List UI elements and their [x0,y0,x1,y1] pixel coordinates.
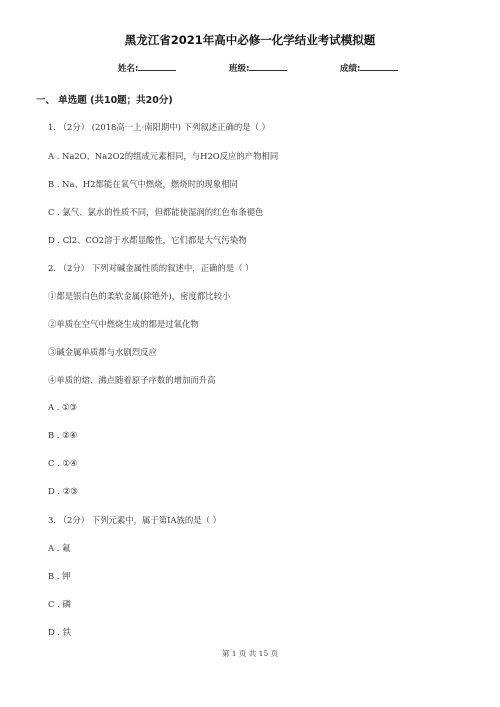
class-label: 班级: [229,64,250,74]
class-field [229,62,287,74]
q2-statement-3: ③碱金属单质都与水剧烈反应 [48,347,157,357]
q3-option-b: B . 钾 [48,571,71,581]
score-blank [360,62,398,71]
page-footer: 第 1 页 共 15 页 [221,649,279,658]
q2-statement-4: ④单质的熔、沸点随着原子序数的增加而升高 [48,375,216,385]
q2-option-a: A . ①③ [48,402,78,412]
question-2: 2. （2分） 下列对碱金属性质的叙述中，正确的是（ ） [48,263,254,273]
q2-statement-1: ①都是银白色的柔软金属(除铯外)，密度都比较小 [48,291,231,301]
q1-option-a: A . Na2O、Na2O2的组成元素相同，与H2O反应的产物相同 [48,151,279,161]
name-blank [138,62,176,71]
name-field [118,62,176,74]
score-label: 成绩: [340,64,361,74]
q2-option-b: B . ②④ [48,430,78,440]
name-label: 姓名: [118,64,139,74]
q3-option-a: A . 氟 [48,543,71,553]
question-1: 1. （2分） (2018高一上·南阳期中) 下列叙述正确的是（ ） [48,122,270,132]
section-heading: 一、 单选题 (共10题；共20分) [36,95,173,106]
q1-option-c: C . 氯气、氯水的性质不同，但都能使湿润的红色布条褪色 [48,207,264,217]
question-3: 3. （2分） 下列元素中，属于第ⅠA族的是（ ） [48,515,222,525]
q3-option-c: C . 磷 [48,599,71,609]
class-blank [249,62,287,71]
score-field [340,62,398,74]
q3-option-d: D . 铁 [48,627,72,637]
q2-option-d: D . ②③ [48,486,78,496]
q1-option-d: D . Cl2、CO2溶于水都显酸性，它们都是大气污染物 [48,235,247,245]
q2-option-c: C . ①④ [48,458,78,468]
q2-statement-2: ②单质在空气中燃烧生成的都是过氧化物 [48,319,199,329]
q1-option-b: B . Na、H2都能在氧气中燃烧，燃烧时的现象相同 [48,179,238,189]
page-title: 黑龙江省2021年高中必修一化学结业考试模拟题 [124,33,376,47]
